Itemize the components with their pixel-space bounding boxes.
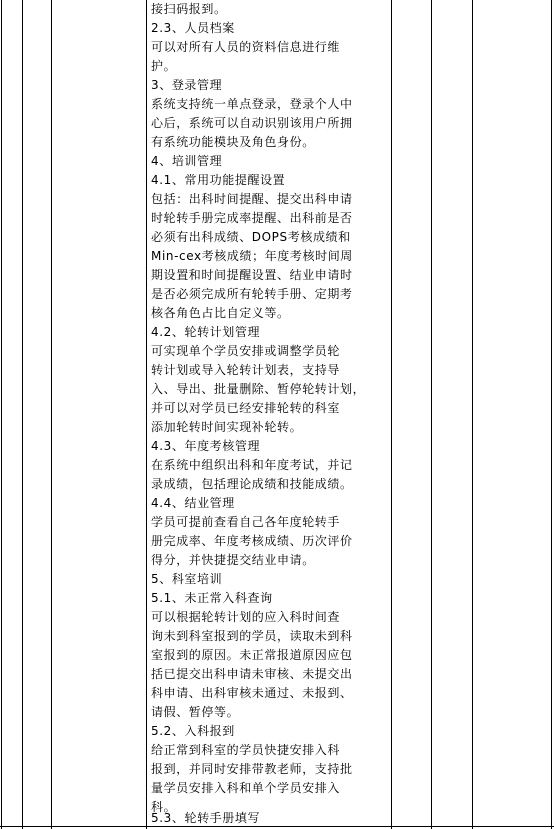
text-line: 4、培训管理 (151, 154, 223, 168)
text-line: 是否必须完成所有轮转手册、定期考 (151, 287, 353, 301)
text-line: 系统支持统一单点登录，登录个人中 (151, 97, 353, 111)
text-line: 科申请、出科审核未通过、未报到、 (151, 686, 353, 700)
text-line: 期设置和时间提醒设置、结业申请时 (151, 268, 353, 282)
text-line: 4.4、结业管理 (151, 496, 235, 510)
text-line: 请假、暂停等。 (151, 705, 240, 719)
text-line: 有系统功能模块及角色身份。 (151, 135, 315, 149)
table-column-divider (391, 0, 392, 829)
text-line: 4.2、轮转计划管理 (151, 325, 261, 339)
text-line: 并可以对学员已经安排轮转的科室 (151, 401, 341, 415)
table-column-divider (472, 0, 473, 829)
text-line: 室报到的原因。未正常报道原因应包 (151, 648, 353, 662)
text-line: 给正常到科室的学员快捷安排入科 (151, 743, 341, 757)
text-line: Min-cex考核成绩；年度考核时间周 (151, 249, 353, 263)
text-line: 在系统中组织出科和年度考试，并记 (151, 458, 353, 472)
text-line: 录成绩，包括理论成绩和技能成绩。 (151, 477, 353, 491)
text-line: 2.3、人员档案 (151, 21, 235, 35)
table-column-divider (431, 0, 432, 829)
text-line: 必须有出科成绩、DOPS考核成绩和 (151, 230, 351, 244)
text-line: 得分，并快捷提交结业申请。 (151, 553, 315, 567)
text-line: 报到，并同时安排带教老师，支持批 (151, 762, 353, 776)
text-line: 3、登录管理 (151, 78, 223, 92)
text-line: 括已提交出科申请未审核、未提交出 (151, 667, 353, 681)
text-line: 5.3、轮转手册填写 (151, 811, 261, 825)
table-column-divider (146, 0, 147, 829)
text-line: 可以对所有人员的资料信息进行维 (151, 40, 341, 54)
text-line: 4.3、年度考核管理 (151, 439, 261, 453)
text-line: 护。 (151, 59, 177, 73)
text-line: 5.1、未正常入科查询 (151, 591, 273, 605)
table-column-divider (22, 0, 23, 829)
description-cell (151, 0, 391, 829)
text-line: 添加轮转时间实现补轮转。 (151, 420, 303, 434)
text-line: 核各角色占比自定义等。 (151, 306, 290, 320)
text-line: 询未到科室报到的学员，读取未到科 (151, 629, 353, 643)
table-column-divider (51, 0, 52, 829)
text-line: 量学员安排入科和单个学员安排入 (151, 781, 341, 795)
text-line: 可以根据轮转计划的应入科时间查 (151, 610, 341, 624)
text-line: 可实现单个学员安排或调整学员轮 (151, 344, 341, 358)
text-line: 转计划或导入轮转计划表，支持导 (151, 363, 341, 377)
text-line: 册完成率、年度考核成绩、历次评价 (151, 534, 353, 548)
text-line: 学员可提前查看自己各年度轮转手 (151, 515, 341, 529)
text-line: 心后，系统可以自动识别该用户所拥 (151, 116, 353, 130)
text-line: 5、科室培训 (151, 572, 223, 586)
text-line: 5.2、入科报到 (151, 724, 235, 738)
text-line: 时轮转手册完成率提醒、出科前是否 (151, 211, 353, 225)
text-line: 包括：出科时间提醒、提交出科申请 (151, 192, 353, 206)
text-line: 入、导出、批量删除、暂停轮转计划， (151, 382, 366, 396)
text-line: 4.1、常用功能提醒设置 (151, 173, 286, 187)
table-border-right (551, 0, 552, 829)
table-border-left (1, 0, 2, 829)
text-line: 接扫码报到。 (151, 2, 227, 16)
text-line: 科。 (151, 800, 177, 814)
